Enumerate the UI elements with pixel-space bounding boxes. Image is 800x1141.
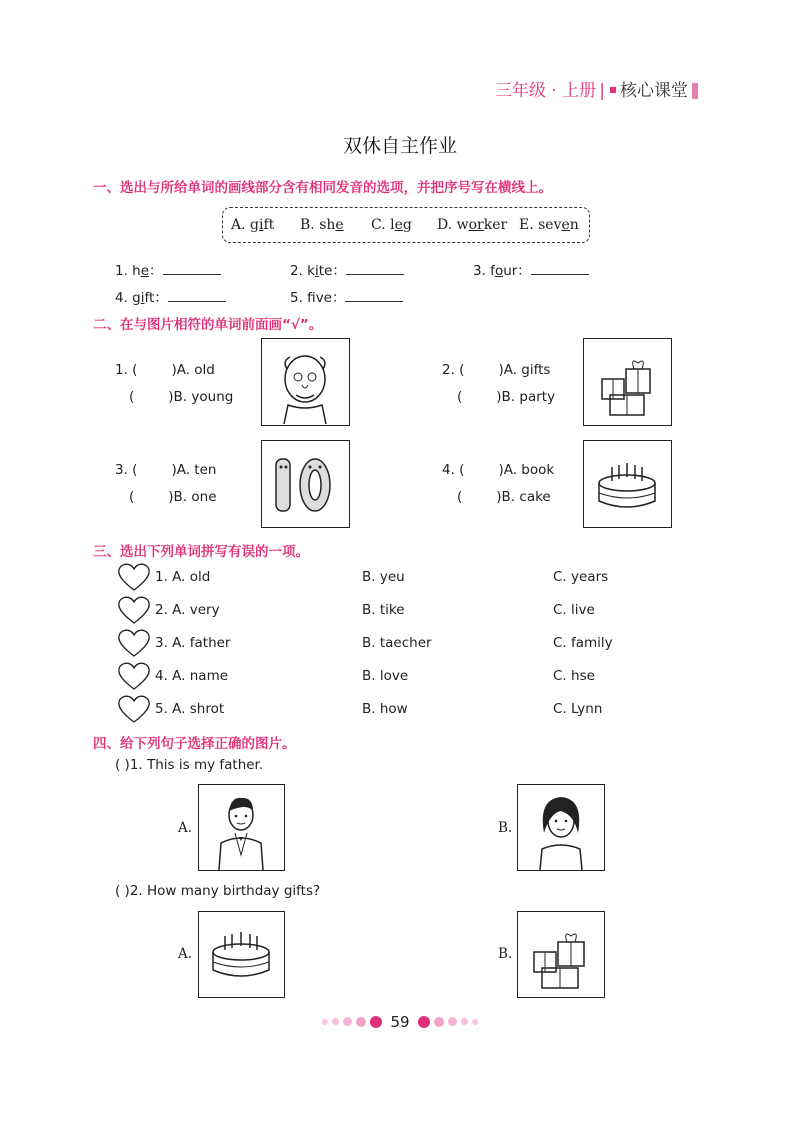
gifts-pile-picture[interactable] xyxy=(517,911,605,998)
option-c: C. leg xyxy=(371,217,412,233)
s4-q2-label-a: A. xyxy=(178,946,193,962)
s4-q1-label-a: A. xyxy=(178,820,193,836)
square-icon xyxy=(610,87,616,93)
s3-row-1-b: B. yeu xyxy=(362,569,405,585)
s1-item-1: 1. he： xyxy=(115,259,221,279)
s2-item-4-a: 4. ( )A. book xyxy=(442,462,555,478)
mother-picture[interactable] xyxy=(517,784,605,871)
s3-row-2-a: 2. A. very xyxy=(155,602,220,618)
s4-question-2: ( )2. How many birthday gifts? xyxy=(115,883,321,899)
s3-row-3-a: 3. A. father xyxy=(155,635,231,651)
s4-q2-label-b: B. xyxy=(498,946,513,962)
page-title: 双休自主作业 xyxy=(342,135,457,157)
page-header: 三年级 · 上册 | 核心课堂 xyxy=(495,76,698,101)
old-man-picture xyxy=(261,338,350,426)
answer-blank[interactable] xyxy=(345,289,403,302)
s1-item-5: 5. fve： xyxy=(290,286,403,306)
s2-item-2-a: 2. ( )A. gifts xyxy=(442,362,551,378)
answer-heart-4[interactable] xyxy=(117,661,151,695)
gifts-picture xyxy=(583,338,672,426)
number-ten-picture xyxy=(261,440,350,528)
s4-q1-label-b: B. xyxy=(498,820,513,836)
answer-blank[interactable] xyxy=(531,262,589,275)
answer-blank[interactable] xyxy=(168,289,226,302)
s1-item-4: 4. gift： xyxy=(115,286,226,306)
s3-row-3-b: B. taecher xyxy=(362,635,432,651)
s3-row-1-c: C. years xyxy=(553,569,609,585)
s2-item-3-a: 3. ( )A. ten xyxy=(115,462,217,478)
s3-row-4-a: 4. A. name xyxy=(155,668,229,684)
s1-item-2: 2. kite： xyxy=(290,259,404,279)
option-a: A. gift xyxy=(231,217,275,233)
answer-blank[interactable] xyxy=(163,262,221,275)
answer-heart-3[interactable] xyxy=(117,628,151,662)
s3-row-5-b: B. how xyxy=(362,701,408,717)
page-number: 59 xyxy=(390,1012,410,1031)
answer-heart-5[interactable] xyxy=(117,694,151,728)
options-box xyxy=(222,207,590,243)
s2-item-1-b: ( )B. young xyxy=(129,389,234,405)
cake-picture xyxy=(583,440,672,528)
s4-question-1: ( )1. This is my father. xyxy=(115,757,264,773)
page-footer xyxy=(0,1011,800,1031)
section3-heading: 三、选出下列单词拼写有误的一项。 xyxy=(93,544,309,560)
option-e: E. seven xyxy=(519,217,579,233)
s3-row-2-c: C. live xyxy=(553,602,595,618)
section4-heading: 四、给下列句子选择正确的图片。 xyxy=(93,736,296,752)
s3-row-4-b: B. love xyxy=(362,668,409,684)
birthday-cake-picture[interactable] xyxy=(198,911,285,998)
answer-heart-1[interactable] xyxy=(117,562,151,596)
grade-label: 三年级 · 上册 xyxy=(495,81,597,101)
s2-item-3-b: ( )B. one xyxy=(129,489,217,505)
s3-row-5-a: 5. A. shrot xyxy=(155,701,225,717)
brand-label: 核心课堂 xyxy=(619,81,688,101)
s2-item-2-b: ( )B. party xyxy=(457,389,556,405)
s3-row-4-c: C. hse xyxy=(553,668,595,684)
s2-item-1-a: 1. ( )A. old xyxy=(115,362,215,378)
s2-item-4-b: ( )B. cake xyxy=(457,489,551,505)
section1-heading: 一、选出与所给单词的画线部分含有相同发音的选项，并把序号写在横线上。 xyxy=(93,180,552,196)
s3-row-3-c: C. family xyxy=(553,635,613,651)
answer-blank[interactable] xyxy=(346,262,404,275)
section2-heading: 二、在与图片相符的单词前面画“√”。 xyxy=(93,317,323,333)
option-b: B. she xyxy=(300,217,344,233)
father-picture[interactable] xyxy=(198,784,285,871)
bar-icon xyxy=(692,83,698,99)
s3-row-2-b: B. tike xyxy=(362,602,405,618)
s1-item-3: 3. four： xyxy=(473,259,589,279)
s3-row-5-c: C. Lynn xyxy=(553,701,603,717)
s3-row-1-a: 1. A. old xyxy=(155,569,211,585)
option-d: D. worker xyxy=(437,217,508,233)
answer-heart-2[interactable] xyxy=(117,595,151,629)
